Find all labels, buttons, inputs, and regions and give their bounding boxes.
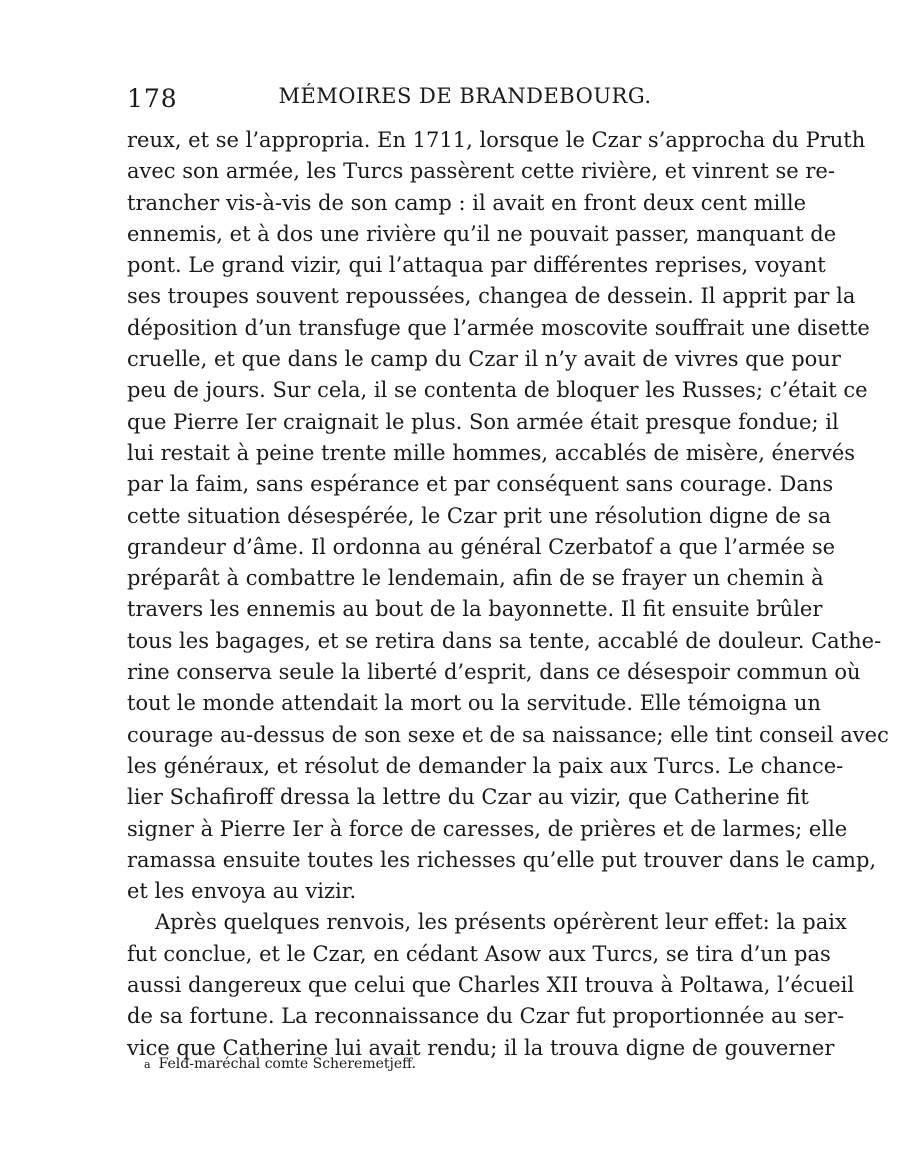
text-line: ennemis, et à dos une rivière qu’il ne pouvait passer, manquant de [127, 221, 837, 246]
text-line: grandeur d’âme. Il ordonna au général Czerbatof a que l’armée se [127, 534, 836, 559]
running-title: MÉMOIRES DE BRANDEBOURG. [278, 84, 652, 108]
text-line: ramassa ensuite toutes les richesses qu’elle put trouver dans le camp, [127, 847, 877, 872]
text-line: pont. Le grand vizir, qui l’attaqua par différentes reprises, voyant [127, 253, 826, 278]
text-line: reux, et se l’appropria. En 1711, lorsque le Czar s’approcha du Pruth [127, 128, 866, 152]
footnote-mark: a [144, 1058, 151, 1071]
text-line: travers les ennemis au bout de la bayonnette. Il fit ensuite brûler [127, 597, 823, 622]
text-line: que Pierre Ier craignait le plus. Son armée était presque fondue; il [127, 409, 839, 434]
text-line: et les envoya au vizir. [127, 879, 357, 904]
text-line: les généraux, et résolut de demander la paix aux Turcs. Le chance- [127, 753, 844, 778]
footnote-text: Feld-maréchal comte Scheremetjeff. [158, 1056, 417, 1072]
text-line: lier Schafiroff dressa la lettre du Czar au vizir, que Catherine fit [127, 785, 809, 810]
page-number: 178 [127, 84, 178, 113]
text-line: tous les bagages, et se retira dans sa tente, accablé de douleur. Cathe- [127, 628, 882, 653]
text-line: peu de jours. Sur cela, il se contenta de bloquer les Russes; c’était ce [127, 378, 868, 403]
text-line: signer à Pierre Ier à force de caresses, de prières et de larmes; elle [127, 816, 848, 841]
text-line: cruelle, et que dans le camp du Czar il n’y avait de vivres que pour [127, 347, 841, 372]
text-line: courage au-dessus de son sexe et de sa naissance; elle tint conseil avec [127, 722, 889, 747]
text-line: par la faim, sans espérance et par conséquent sans courage. Dans [127, 472, 834, 497]
text-line: cette situation désespérée, le Czar prit une résolution digne de sa [127, 503, 831, 528]
text-line: rine conserva seule la liberté d’esprit, dans ce désespoir commun où [127, 660, 861, 685]
text-line: préparât à combattre le lendemain, afin de se frayer un chemin à [127, 566, 824, 591]
text-line: trancher vis-à-vis de son camp : il avait en front deux cent mille [127, 190, 807, 215]
text-line: vice que Catherine lui avait rendu; il la trouva digne de gouverner [127, 1035, 835, 1060]
text-line: avec son armée, les Turcs passèrent cette rivière, et vinrent se re- [127, 159, 835, 184]
body-text [127, 125, 889, 1064]
text-line: déposition d’un transfuge que l’armée moscovite souffrait une disette [127, 315, 870, 340]
page-header [127, 84, 803, 118]
text-line: tout le monde attendait la mort ou la servitude. Elle témoigna un [127, 691, 821, 716]
text-line: aussi dangereux que celui que Charles XII trouva à Poltawa, l’écueil [127, 973, 855, 998]
text-line: Après quelques renvois, les présents opérèrent leur effet: la paix [155, 910, 847, 935]
text-line: ses troupes souvent repoussées, changea de dessein. Il apprit par la [127, 284, 856, 309]
footnote [144, 1056, 416, 1072]
text-line: de sa fortune. La reconnaissance du Czar fut proportionnée au ser- [127, 1004, 845, 1029]
text-line: lui restait à peine trente mille hommes, accablés de misère, énervés [127, 440, 856, 465]
text-line: fut conclue, et le Czar, en cédant Asow aux Turcs, se tira d’un pas [127, 941, 831, 966]
